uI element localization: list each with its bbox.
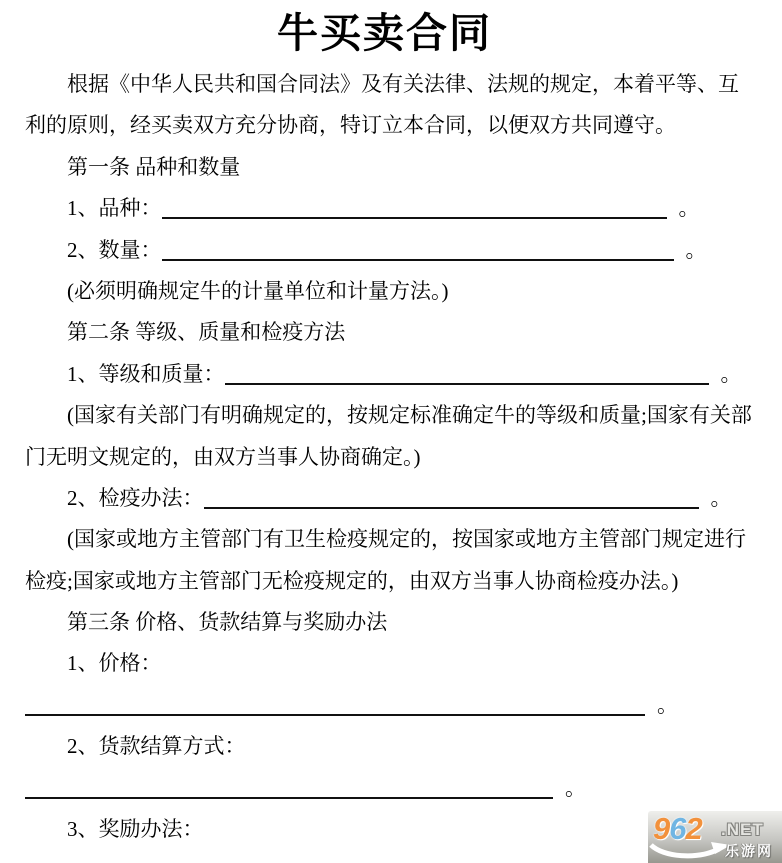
field-label: 2、数量： bbox=[67, 237, 162, 262]
document-line: 3、奖励办法： bbox=[67, 817, 204, 842]
period-mark: 。 bbox=[720, 361, 742, 386]
field-label: 1、等级和质量： bbox=[67, 361, 225, 386]
blank-underline-field[interactable] bbox=[25, 777, 553, 799]
field-label: 2、检疫办法： bbox=[67, 485, 204, 510]
watermark-net-text: .NET bbox=[721, 820, 764, 839]
period-mark: 。 bbox=[657, 692, 678, 717]
blank-underline-field[interactable] bbox=[162, 197, 667, 219]
document-lines bbox=[25, 64, 752, 850]
document-line bbox=[25, 354, 744, 395]
period-mark: 。 bbox=[710, 485, 732, 510]
page-title: 牛买卖合同 bbox=[277, 10, 492, 56]
period-mark: 。 bbox=[685, 237, 707, 262]
blank-underline-field[interactable] bbox=[204, 487, 699, 509]
watermark-digit: 9 bbox=[653, 811, 670, 846]
period-mark: 。 bbox=[678, 196, 700, 221]
field-label: 1、品种： bbox=[67, 196, 162, 221]
document-line bbox=[25, 478, 744, 519]
blank-underline-field[interactable] bbox=[225, 363, 709, 385]
watermark-logo[interactable] bbox=[648, 811, 782, 863]
document-line: 2、货款结算方式： bbox=[67, 734, 246, 759]
document-line bbox=[25, 768, 744, 809]
document-line: 第一条 品种和数量 bbox=[67, 154, 241, 179]
document-line: 第三条 价格、货款结算与奖励办法 bbox=[67, 610, 388, 635]
document-line bbox=[25, 685, 744, 726]
watermark-digit: 2 bbox=[685, 811, 702, 846]
watermark-digit: 6 bbox=[669, 811, 686, 846]
blank-underline-field[interactable] bbox=[25, 694, 645, 716]
swoosh-arrow-icon bbox=[649, 840, 733, 862]
period-mark: 。 bbox=[565, 775, 586, 800]
watermark-site-name: 乐游网 bbox=[725, 843, 773, 859]
document-line: 第二条 等级、质量和检疫方法 bbox=[67, 320, 346, 345]
document-line: 利的原则，经买卖双方充分协商，特订立本合同，以便双方共同遵守。 bbox=[25, 113, 676, 138]
document-line bbox=[25, 230, 744, 271]
document-line: 检疫;国家或地方主管部门无检疫规定的，由双方当事人协商检疫办法。) bbox=[25, 568, 679, 593]
document-line bbox=[25, 188, 744, 229]
document-line: (国家或地方主管部门有卫生检疫规定的，按国家或地方主管部门规定进行 bbox=[67, 527, 746, 552]
document-line: (国家有关部门有明确规定的，按规定标准确定牛的等级和质量;国家有关部 bbox=[67, 403, 752, 428]
document-line: 门无明文规定的，由双方当事人协商确定。) bbox=[25, 444, 421, 469]
document-line: 1、价格： bbox=[67, 651, 162, 676]
document-line: (必须明确规定牛的计量单位和计量方法。) bbox=[67, 278, 449, 303]
blank-underline-field[interactable] bbox=[162, 239, 674, 261]
document-line: 根据《中华人民共和国合同法》及有关法律、法规的规定，本着平等、互 bbox=[67, 72, 739, 96]
